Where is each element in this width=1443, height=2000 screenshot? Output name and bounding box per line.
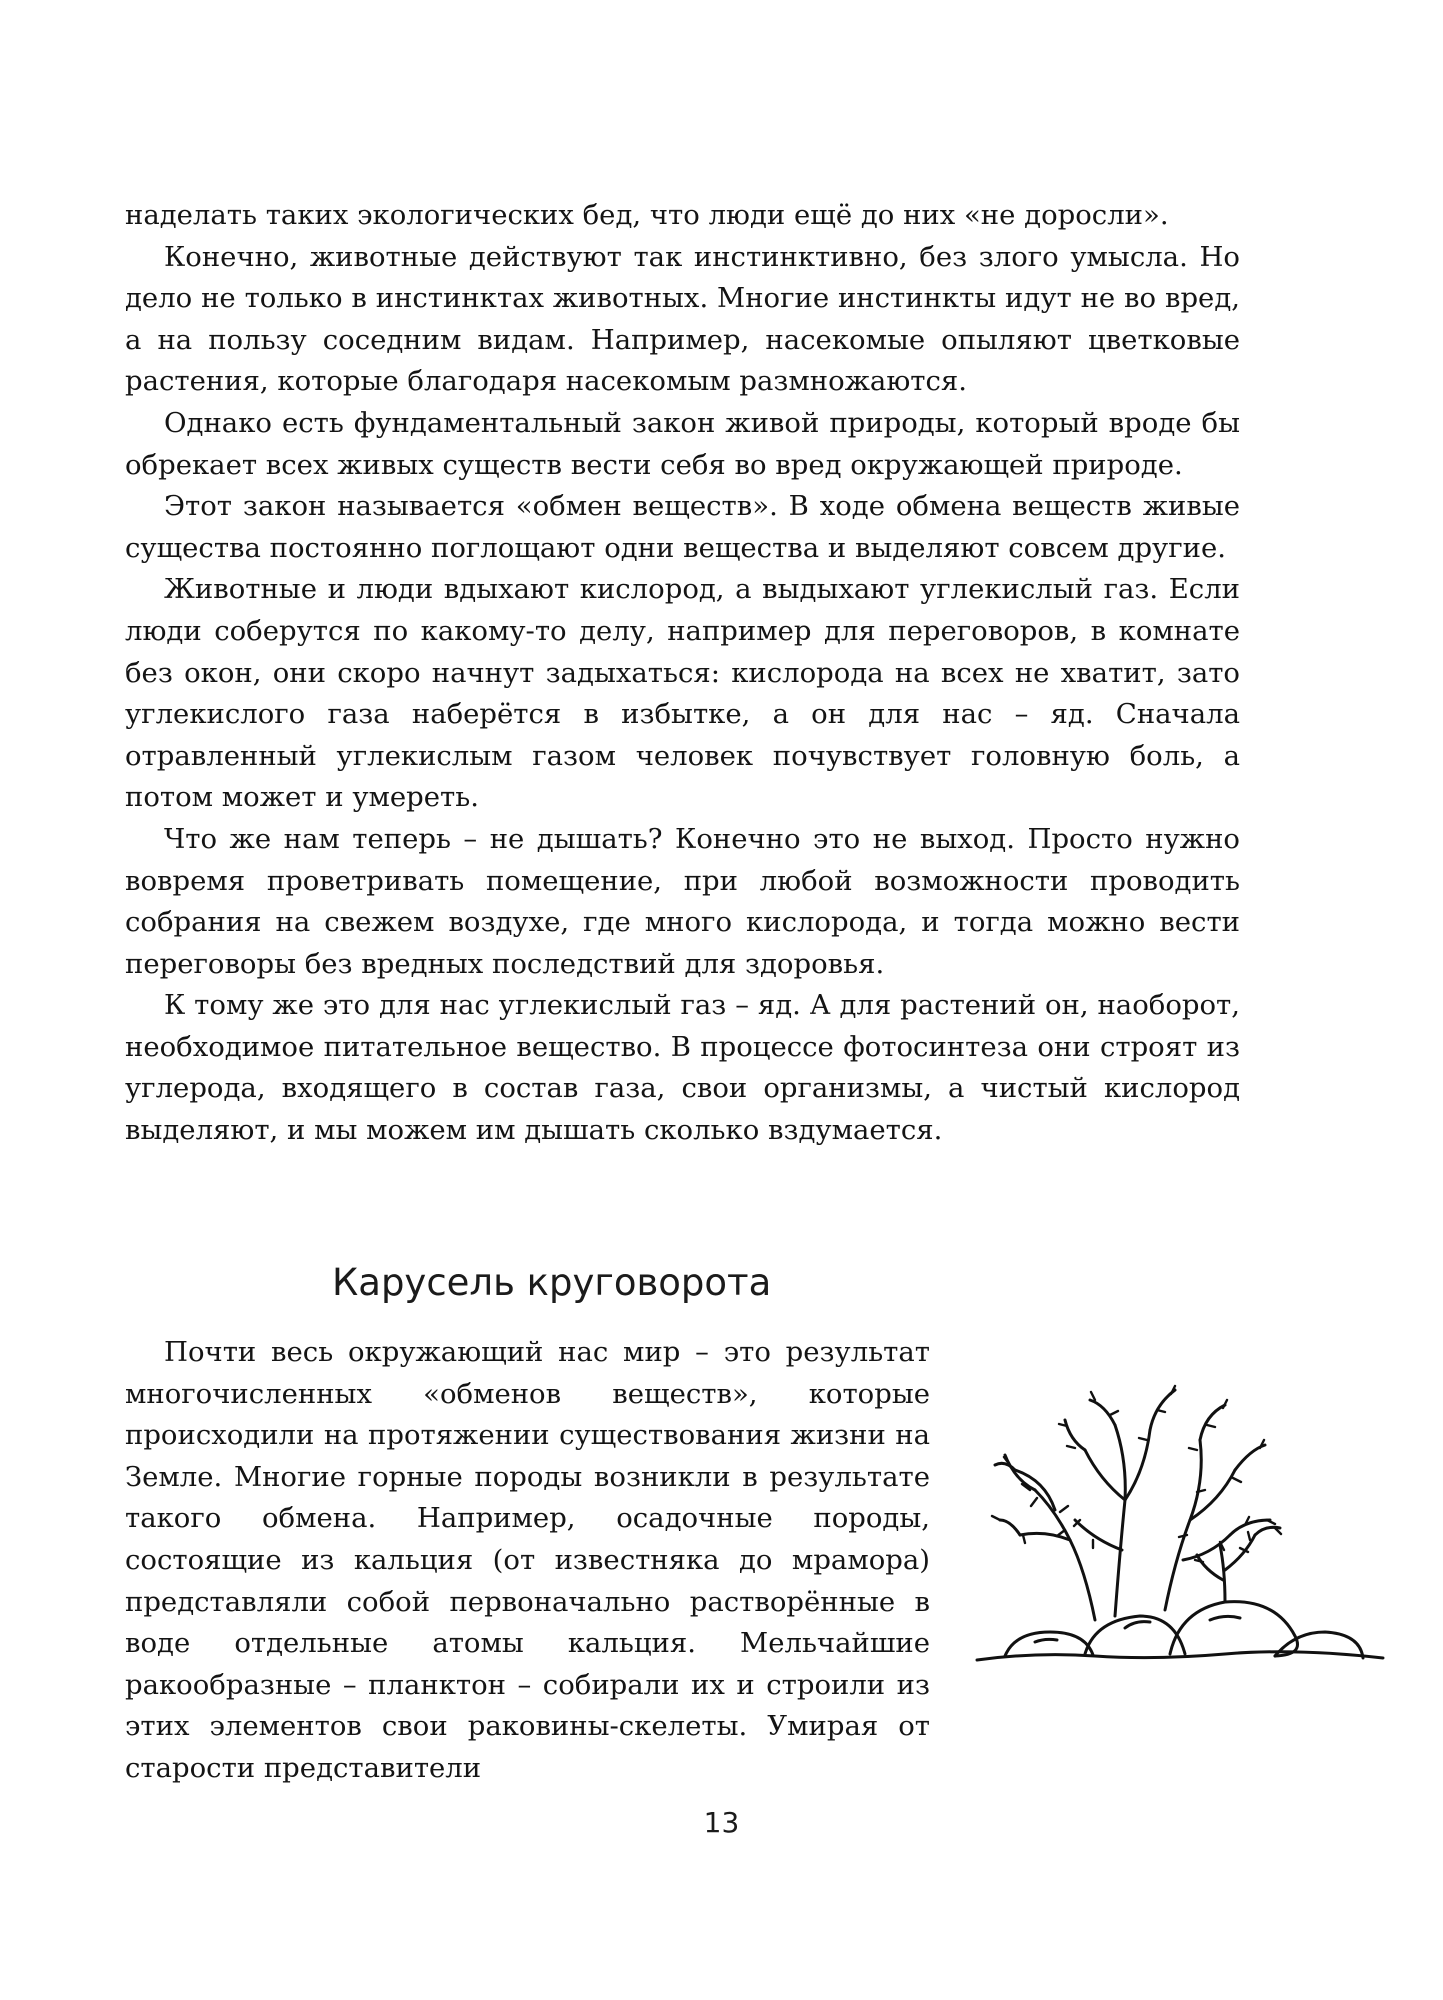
- paragraph: наделать таких экологических бед, что люди ещё до них «не доросли».: [125, 199, 1169, 231]
- paragraph: К тому же это для нас углекислый газ – яд. А для растений он, наоборот, необходимое питательное вещество. В процессе фотосинтеза они строят из углерода, входящего в состав газа, свои организмы, а чистый кислород выделяют, и мы можем им дышать сколько вздумается.: [125, 989, 1240, 1147]
- paragraph: Однако есть фундаментальный закон живой природы, который вроде бы обрекает всех живых существ вести себя во вред окружающей природе.: [125, 406, 1240, 481]
- paragraph: Почти весь окружающий нас мир – это результат многочисленных «обменов веществ», которые происходили на протяжении существования жизни на Земле. Многие горные породы возникли в результате такого обмена. Например, осадочные породы, состоящие из кальция (от известняка до мрамора) представляли собой первоначально растворённые в воде отдельные атомы кальция. Мельчайшие ракообразные – планктон – собирали их и строили из этих элементов свои раковины-скелеты. Умирая от старости представители: [125, 1336, 930, 1784]
- paragraph: Что же нам теперь – не дышать? Конечно это не выход. Просто нужно вовремя проветривать помещение, при любой возможности проводить собрания на свежем воздухе, где много кислорода, и тогда можно вести переговоры без вредных последствий для здоровья.: [125, 822, 1240, 980]
- coral-illustration: [975, 1370, 1385, 1670]
- paragraph: Животные и люди вдыхают кислород, а выдыхают углекислый газ. Если люди соберутся по какому-то делу, например для переговоров, в комнате без окон, они скоро начнут задыхаться: кислорода на всех не хватит, зато углекислого газа наберётся в избытке, а он для нас – яд. Сначала отравленный углекислым газом человек почувствует головную боль, а потом может и умереть.: [125, 573, 1240, 814]
- section-text: [125, 1332, 930, 1790]
- section-title: Карусель круговорота: [332, 1261, 772, 1304]
- paragraph: Этот закон называется «обмен веществ». В ходе обмена веществ живые существа постоянно поглощают одни вещества и выделяют совсем другие.: [125, 490, 1240, 564]
- body-text: [125, 195, 1240, 1152]
- paragraph: Конечно, животные действуют так инстинктивно, без злого умысла. Но дело не только в инстинктах животных. Многие инстинкты идут не во вред, а на пользу соседним видам. Например, насекомые опыляют цветковые растения, которые благодаря насекомым размножаются.: [125, 240, 1240, 398]
- page-number: 13: [703, 1806, 740, 1839]
